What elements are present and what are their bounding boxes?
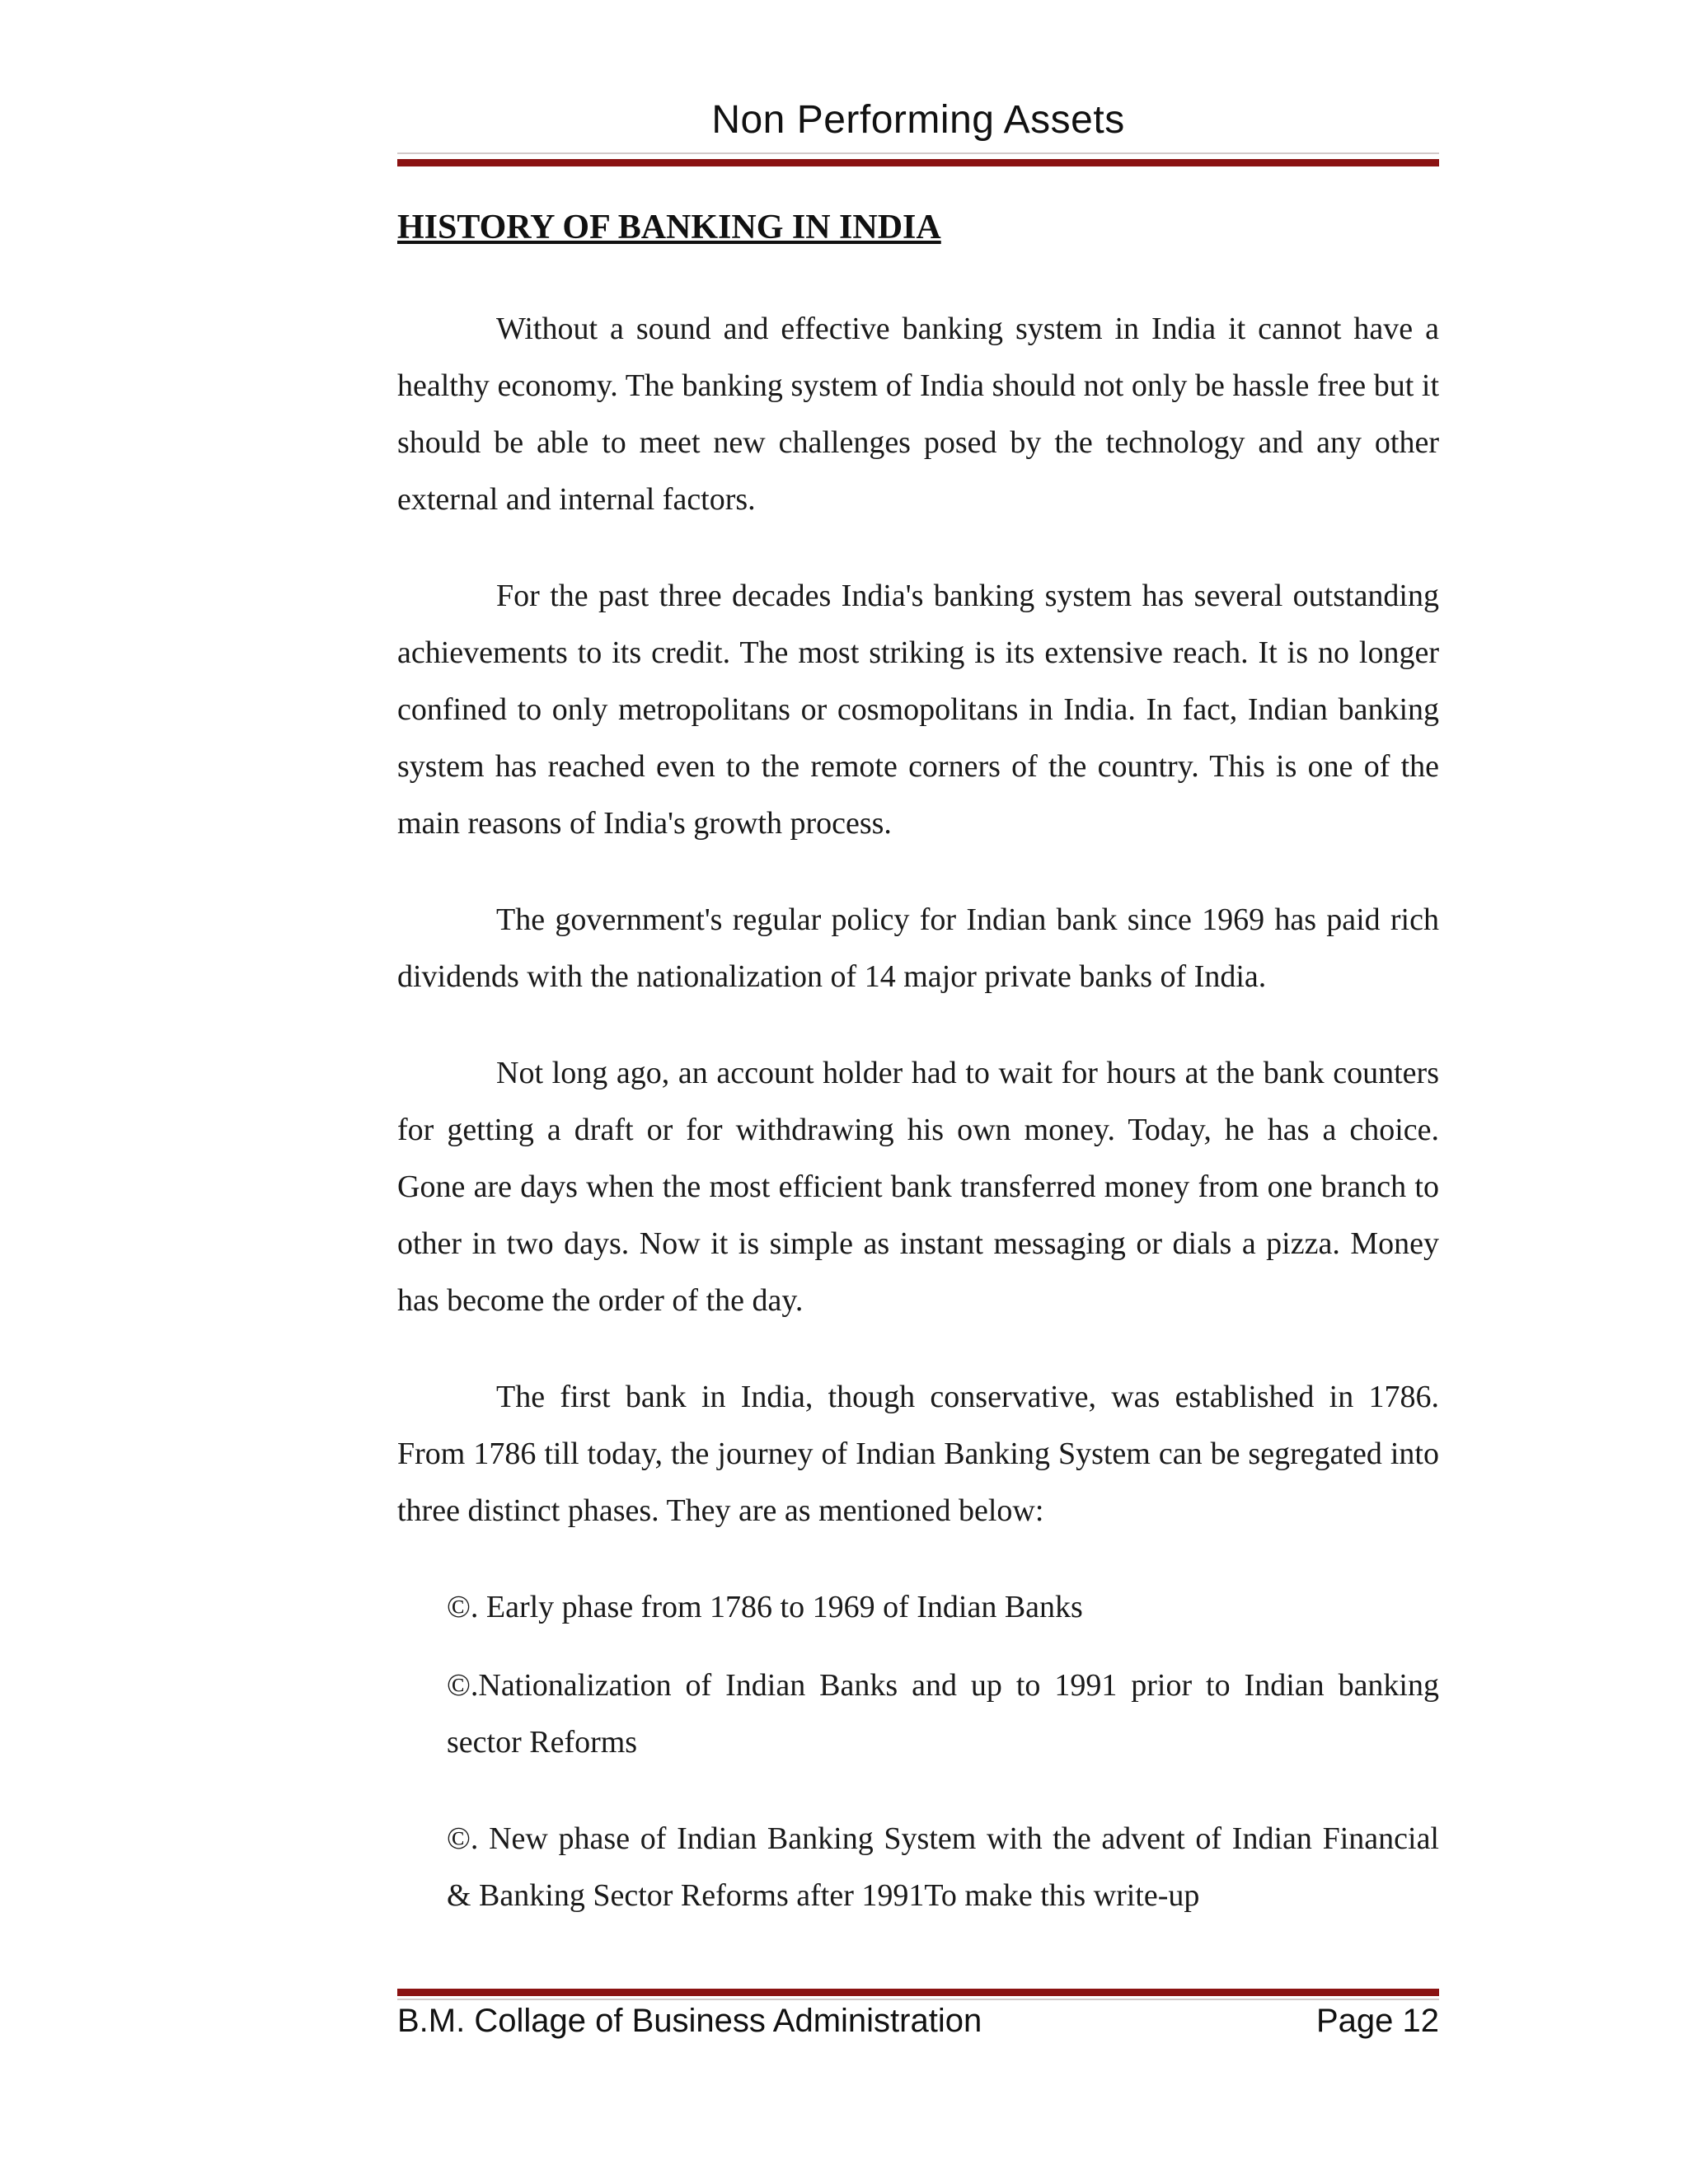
- footer-page-number: Page 12: [1315, 2003, 1439, 2039]
- header-rule-thin: [397, 152, 1439, 154]
- phase-item-3: ©. New phase of Indian Banking System with the advent of Indian Financial & Banking Sector Reforms after 1991To make this write-up: [447, 1821, 1439, 1913]
- phase-item-2: ©.Nationalization of Indian Banks and up to 1991 prior to Indian banking sector Reforms: [447, 1668, 1439, 1760]
- paragraph-3: The government's regular policy for Indian bank since 1969 has paid rich dividends with the nationalization of 14 major private banks of India.: [397, 902, 1439, 994]
- footer-rule-thin: [397, 1999, 1439, 2000]
- header-rule-thick: [397, 159, 1439, 166]
- section-heading: HISTORY OF BANKING IN INDIA: [397, 209, 941, 246]
- paragraph-2: For the past three decades India's banking system has several outstanding achievements to its credit. The most striking is its extensive reach. It is no longer confined to only metropolitans or cosmopolitans in India. In fact, Indian banking system has reached even to the remote corners of the country. This is one of the main reasons of India's growth process.: [397, 579, 1439, 841]
- footer-college-name: B.M. Collage of Business Administration: [397, 2003, 982, 2039]
- running-header-title: Non Performing Assets: [711, 98, 1125, 142]
- paragraph-5: The first bank in India, though conservative, was established in 1786. From 1786 till today, the journey of Indian Banking System can be segregated into three distinct phases. They are as mentioned below:: [397, 1380, 1439, 1528]
- footer-rule-thick: [397, 1989, 1439, 1996]
- phase-item-1: ©. Early phase from 1786 to 1969 of Indian Banks: [447, 1590, 1083, 1624]
- paragraph-1: Without a sound and effective banking system in India it cannot have a healthy economy. The banking system of India should not only be hassle free but it should be able to meet new challenges posed by the technology and any other external and internal factors.: [397, 312, 1439, 517]
- paragraph-4: Not long ago, an account holder had to wait for hours at the bank counters for getting a draft or for withdrawing his own money. Today, he has a choice. Gone are days when the most efficient bank transferred money from one branch to other in two days. Now it is simple as instant messaging or dials a pizza. Money has become the order of the day.: [397, 1056, 1439, 1318]
- body-content: [397, 301, 1439, 1946]
